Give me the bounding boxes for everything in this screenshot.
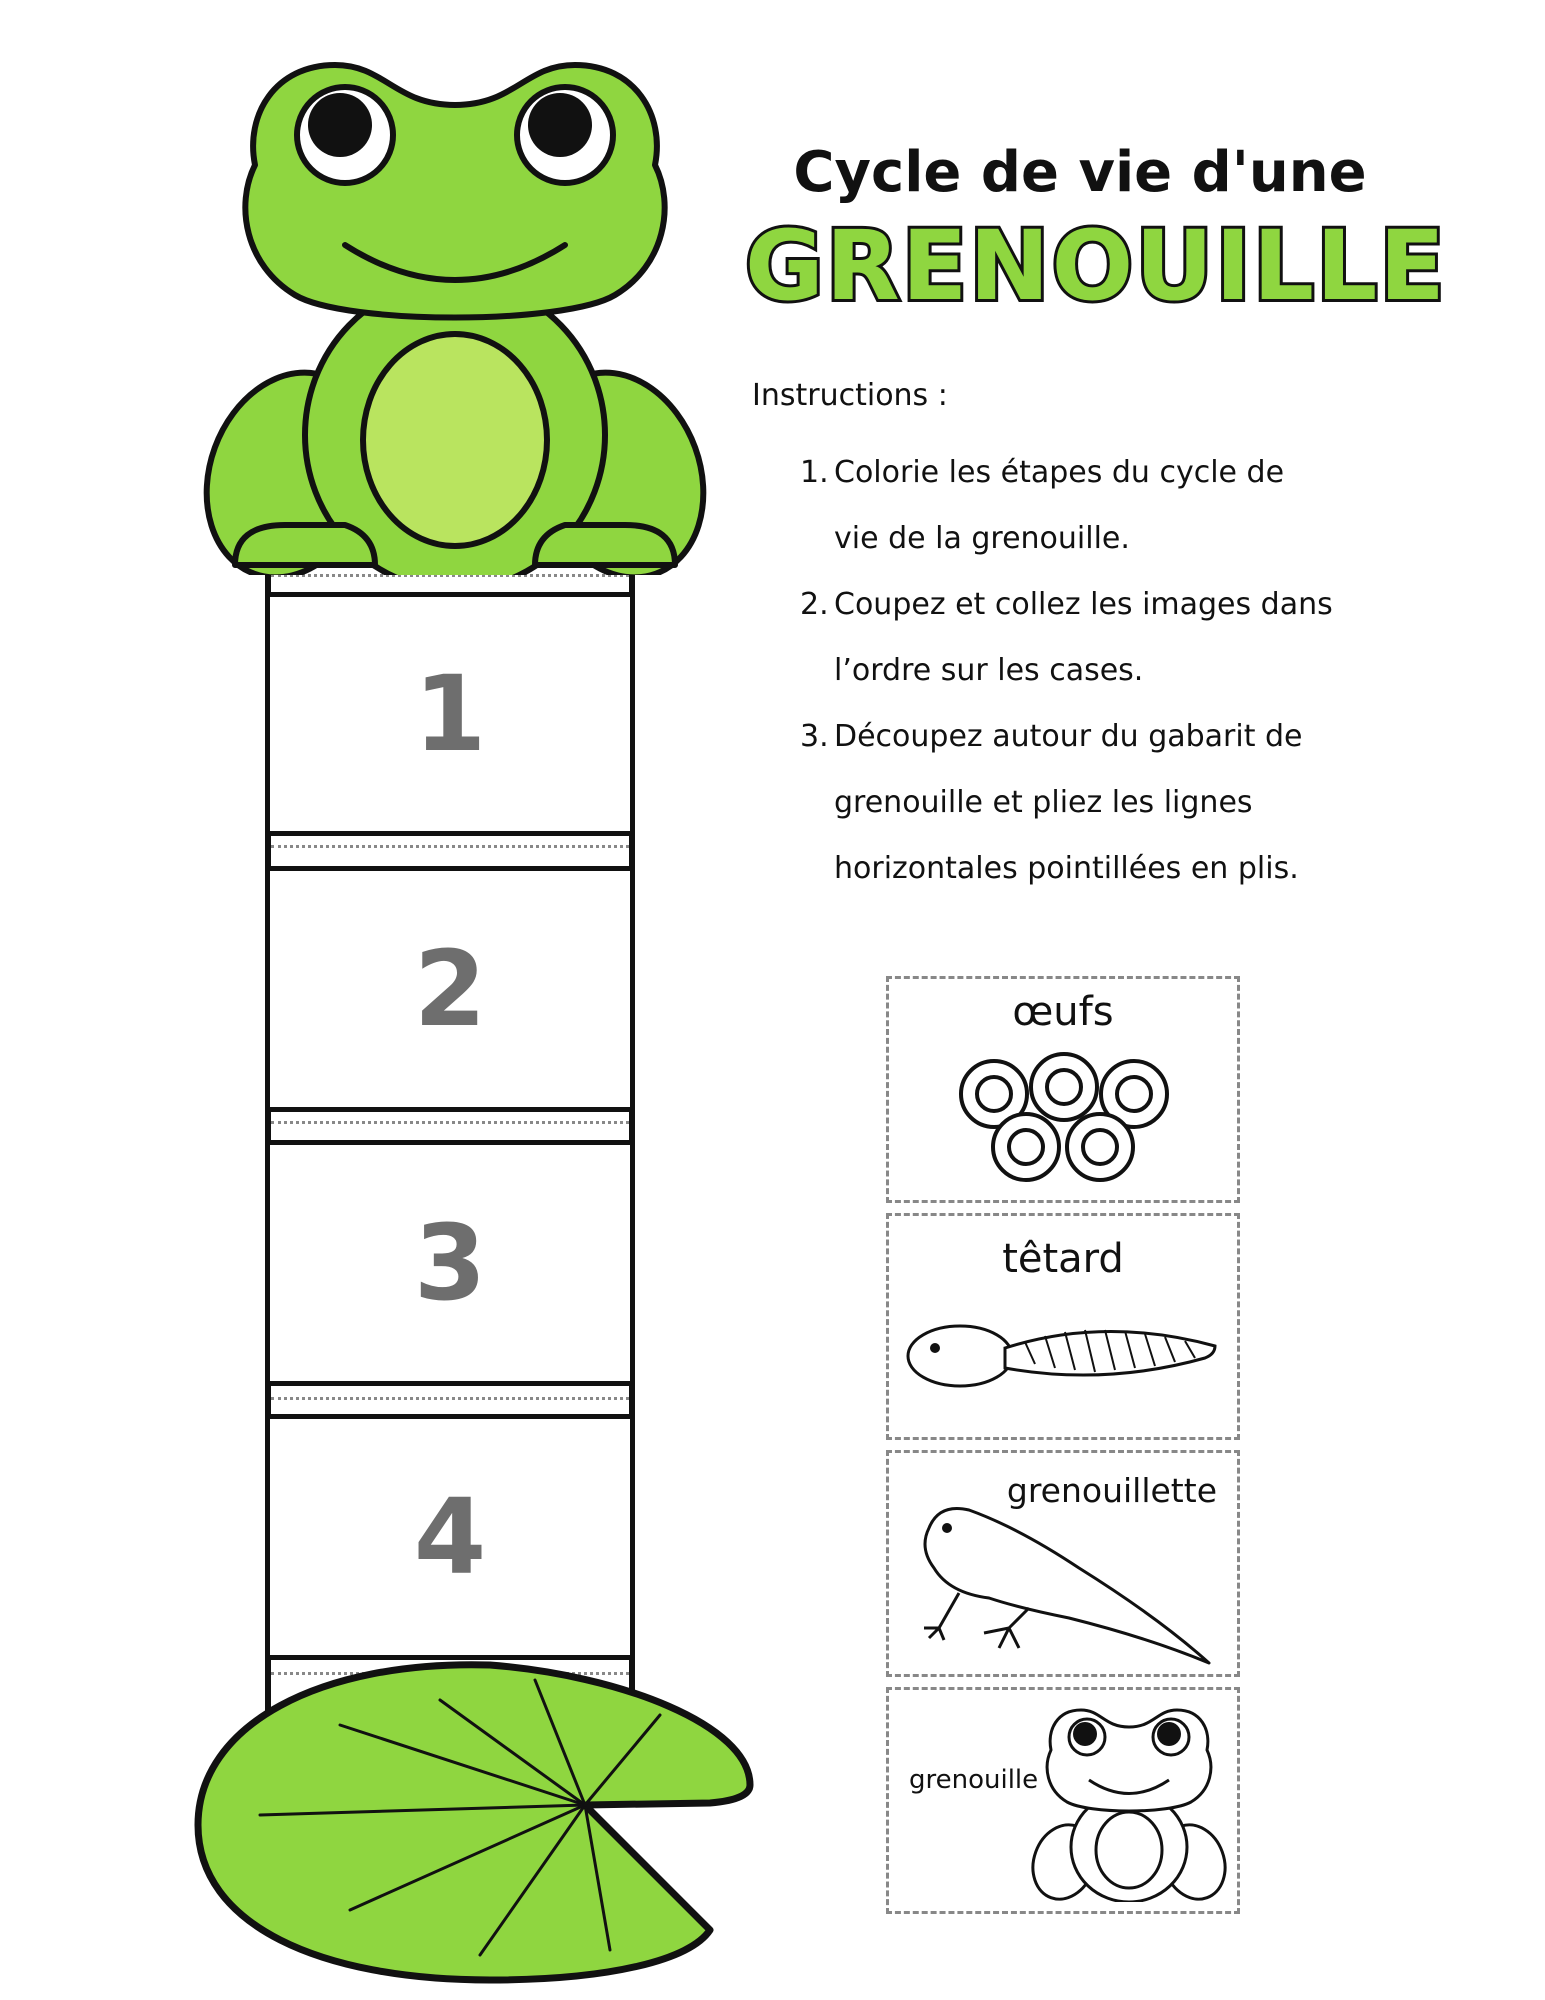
instructions-heading: Instructions : (752, 378, 948, 413)
instruction-step-text: Colorie les étapes du cycle de vie de la grenouille. (834, 455, 1285, 556)
lily-pad-icon (190, 1655, 770, 1985)
fold-line (271, 845, 629, 848)
instruction-step (800, 704, 1364, 902)
card-label: grenouillette (1006, 1471, 1217, 1510)
instruction-step-text: Coupez et collez les images dans l’ordre sur les cases. (834, 587, 1333, 688)
card-label: grenouille (909, 1765, 1039, 1795)
stage-box-2 (265, 866, 635, 1112)
card-frog[interactable] (886, 1687, 1240, 1914)
instructions-list (800, 440, 1360, 902)
tadpole-icon (905, 1306, 1225, 1406)
froglet-icon (909, 1498, 1229, 1668)
card-eggs[interactable] (886, 976, 1240, 1203)
frog-outline-icon (1029, 1702, 1229, 1902)
instruction-step (800, 572, 1334, 704)
instruction-step-text: Découpez autour du gabarit de grenouille et pliez les lignes horizontales pointillées en plis. (834, 719, 1303, 886)
stage-number: 1 (413, 653, 487, 775)
card-label: œufs (1012, 989, 1114, 1035)
frog-icon (195, 45, 715, 575)
card-tadpole[interactable] (886, 1213, 1240, 1440)
stage-box-4 (265, 1414, 635, 1660)
stage-number: 2 (413, 928, 487, 1050)
instruction-step-number: 3. (800, 719, 829, 754)
card-froglet[interactable] (886, 1450, 1240, 1677)
fold-line (271, 1121, 629, 1124)
stage-box-3 (265, 1140, 635, 1386)
stage-number: 3 (413, 1202, 487, 1324)
instruction-step-number: 1. (800, 455, 829, 490)
title-line-1: Cycle de vie d'une (793, 140, 1367, 205)
instruction-step-number: 2. (800, 587, 829, 622)
frog-eggs-icon (954, 1049, 1174, 1189)
title-line-2: GRENOUILLE (745, 210, 1447, 322)
card-label: têtard (1002, 1236, 1124, 1282)
fold-line (271, 1397, 629, 1400)
stage-number: 4 (413, 1476, 487, 1598)
instruction-step (800, 440, 1334, 572)
stage-box-1 (265, 592, 635, 836)
